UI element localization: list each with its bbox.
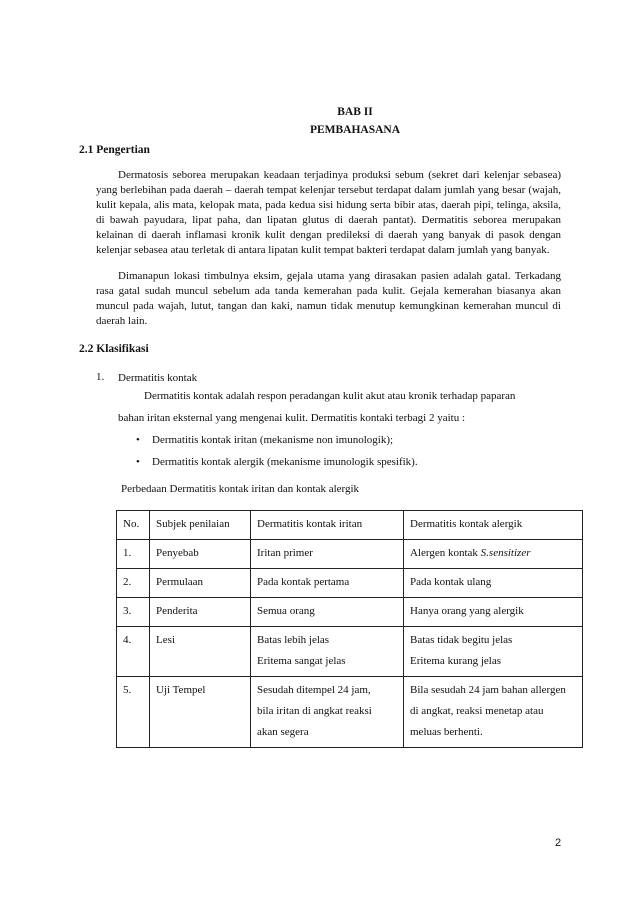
table-cell: Pada kontak pertama	[251, 569, 404, 598]
table-cell: 4.	[117, 627, 150, 677]
table-cell: 3.	[117, 598, 150, 627]
table-cell	[404, 677, 583, 748]
table-cell	[251, 627, 404, 677]
table-cell: Penderita	[150, 598, 251, 627]
table-row	[117, 598, 583, 627]
cell-line: Eritema sangat jelas	[257, 655, 346, 667]
chapter-label: BAB II	[337, 106, 373, 118]
table-cell	[404, 540, 583, 569]
table-cell: Uji Tempel	[150, 677, 251, 748]
list-number: 1.	[96, 371, 105, 383]
comparison-table	[116, 510, 583, 748]
header-cell: Dermatitis kontak iritan	[251, 511, 404, 540]
header-cell: No.	[117, 511, 150, 540]
table-header-row	[117, 511, 583, 540]
list-item: • Dermatitis kontak alergik (mekanisme imunologik spesifik).	[118, 455, 418, 477]
section-heading-klasifikasi: 2.2 Klasifikasi	[79, 343, 149, 355]
table-cell: Pada kontak ulang	[404, 569, 583, 598]
cell-line: Sesudah ditempel 24 jam,	[257, 684, 371, 696]
table-row	[117, 540, 583, 569]
cell-italic-text: S.sensitizer	[480, 547, 531, 559]
table-cell: 5.	[117, 677, 150, 748]
paragraph-text: Dermatosis seborea merupakan keadaan terjadinya produksi sebum (sekret dari kelenjar sebasea) yang berlebihan pada daerah – daerah tempat kelenjar tersebut terdapat dalam jumlah yang besar (wajah, kulit kepala, alis mata, kelopak mata, pada kedua sisi hidung serta bibir atas, daerah pipi, telinga, aksila, di bawah payudara, lipat paha, dan lipatan glutus di daerah pantat). Dermatitis seborea merupakan kelainan di daerah inflamasi kronik kulit dengan predileksi di daerah yang banyak di pasok dengan kelenjar sebasea atau terletak di antara lipatan kulit tempat bakteri terdapat dalam jumlah yang banyak.	[96, 169, 561, 256]
table-cell: Penyebab	[150, 540, 251, 569]
bullet-list	[118, 433, 418, 477]
table-cell: Hanya orang yang alergik	[404, 598, 583, 627]
table-row	[117, 677, 583, 748]
header-cell: Dermatitis kontak alergik	[404, 511, 583, 540]
table-row	[117, 569, 583, 598]
pengertian-paragraph-2	[96, 269, 561, 329]
table-cell	[404, 627, 583, 677]
table-cell: Permulaan	[150, 569, 251, 598]
cell-line: akan segera	[257, 726, 309, 738]
table-cell: 2.	[117, 569, 150, 598]
table-cell: Lesi	[150, 627, 251, 677]
page-number: 2	[555, 837, 562, 849]
list-item-title: Dermatitis kontak	[118, 372, 198, 384]
paragraph-text: Dimanapun lokasi timbulnya eksim, gejala utama yang dirasakan pasien adalah gatal. Terkadang rasa gatal sudah muncul sebelum ada tanda kemerahan pada kulit. Gejala kemerahan biasanya akan muncul pada wajah, lutut, tangan dan kaki, namun tidak menutup kemungkinan kemerahan muncul di daerah lain.	[96, 270, 561, 327]
cell-line: Bila sesudah 24 jam bahan allergen	[410, 684, 566, 696]
table-row	[117, 627, 583, 677]
cell-line: meluas berhenti.	[410, 726, 483, 738]
table-cell: Iritan primer	[251, 540, 404, 569]
chapter-title: PEMBAHASANA	[309, 124, 401, 136]
cell-line: Eritema kurang jelas	[410, 655, 502, 667]
cell-line: di angkat, reaksi menetap atau	[410, 705, 544, 717]
cell-line: bila iritan di angkat reaksi	[257, 705, 372, 717]
cell-text: Alergen kontak	[410, 547, 481, 559]
table-cell	[251, 677, 404, 748]
table-cell: 1.	[117, 540, 150, 569]
section-heading-pengertian: 2.1 Pengertian	[79, 144, 150, 156]
list-item: • Dermatitis kontak iritan (mekanisme non imunologik);	[118, 433, 418, 455]
cell-line: Batas tidak begitu jelas	[410, 634, 513, 646]
description-line-1: Dermatitis kontak adalah respon peradangan kulit akut atau kronik terhadap paparan	[144, 390, 516, 402]
header-cell: Subjek penilaian	[150, 511, 251, 540]
table-cell: Semua orang	[251, 598, 404, 627]
cell-line: Batas lebih jelas	[257, 634, 330, 646]
description-line-2: bahan iritan eksternal yang mengenai kulit. Dermatitis kontaki terbagi 2 yaitu :	[118, 412, 466, 424]
table-caption: Perbedaan Dermatitis kontak iritan dan kontak alergik	[121, 483, 360, 495]
pengertian-paragraph-1	[96, 168, 561, 258]
